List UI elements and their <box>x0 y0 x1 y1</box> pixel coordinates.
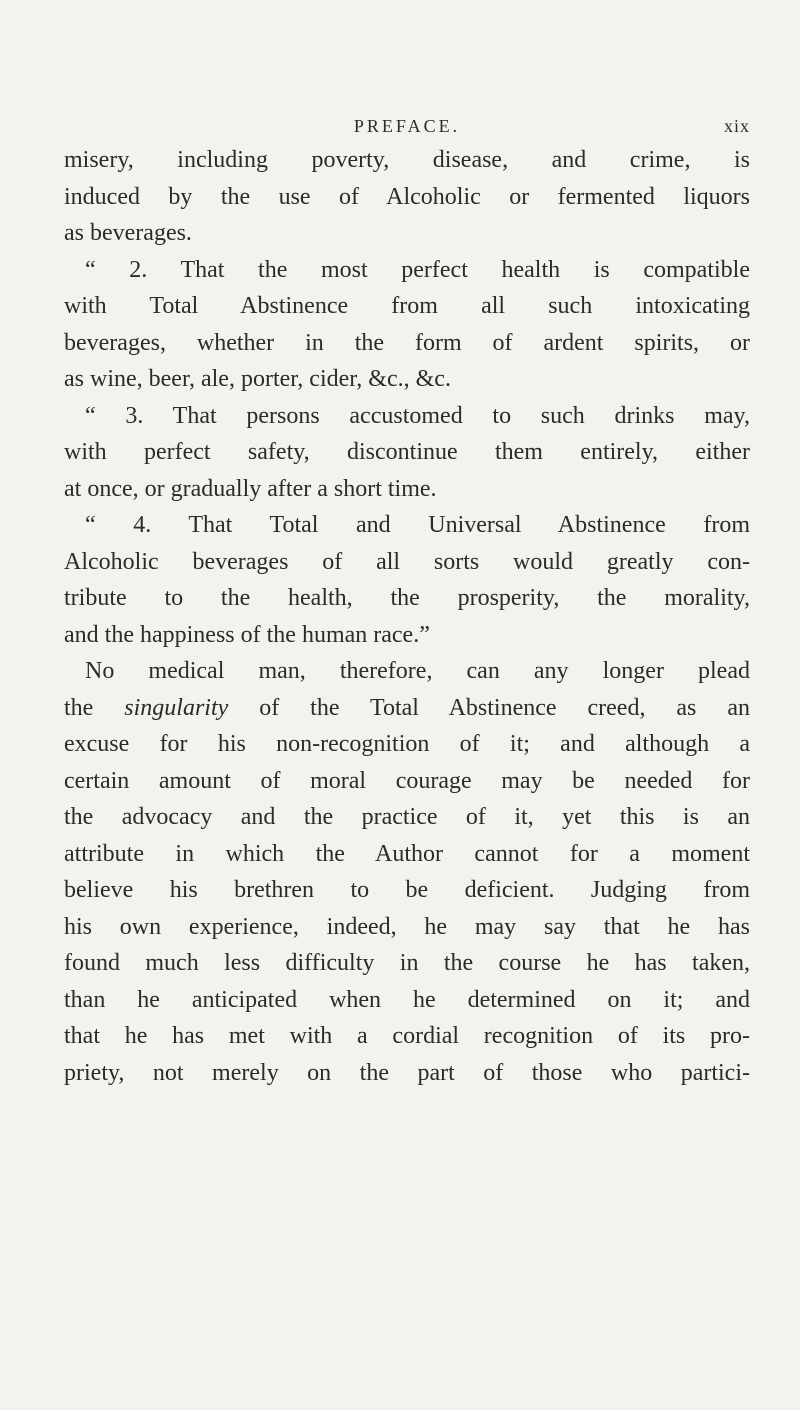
text-line: beverages, whether in the form of ardent spirits, or <box>64 329 750 356</box>
text-line: “ 3. That persons accustomed to such drinks may, <box>85 402 750 429</box>
body-text <box>64 142 750 1091</box>
text-line: as beverages. <box>64 220 192 246</box>
text-line <box>64 690 750 727</box>
text-line: excuse for his non-recognition of it; and although a <box>64 731 750 757</box>
text-line: as wine, beer, ale, porter, cider, &c., &c. <box>64 366 451 392</box>
text-line: with perfect safety, discontinue them entirely, either <box>64 439 750 465</box>
page-number: xix <box>723 116 750 136</box>
text-line: attribute in which the Author cannot for a moment <box>64 840 750 867</box>
text-segment: of the Total Abstinence creed, as an <box>228 694 750 721</box>
text-line: the advocacy and the practice of it, yet this is an <box>64 804 750 830</box>
text-line: No medical man, therefore, can any longer plead <box>85 658 750 684</box>
text-line: and the happiness of the human race.” <box>64 621 430 648</box>
running-head <box>64 116 750 140</box>
text-line: at once, or gradually after a short time. <box>64 475 437 502</box>
text-line: “ 4. That Total and Universal Abstinence from <box>85 512 750 538</box>
running-title: PREFACE. <box>353 116 461 136</box>
text-line: misery, including poverty, disease, and crime, is <box>64 147 750 173</box>
text-line: tribute to the health, the prosperity, the morality, <box>64 585 750 611</box>
text-line: believe his brethren to be deficient. Judging from <box>64 877 750 903</box>
italic-emphasis: singularity <box>124 694 229 721</box>
text-line: than he anticipated when he determined on it; and <box>64 986 750 1013</box>
text-line: certain amount of moral courage may be needed for <box>64 767 750 794</box>
text-line: Alcoholic beverages of all sorts would greatly con- <box>64 548 750 575</box>
text-line: “ 2. That the most perfect health is compatible <box>85 256 750 283</box>
text-line: priety, not merely on the part of those who partici- <box>64 1059 750 1086</box>
text-segment: the <box>64 694 125 721</box>
text-line: found much less difficulty in the course he has taken, <box>64 950 750 976</box>
text-line: his own experience, indeed, he may say that he has <box>64 913 750 940</box>
text-line: that he has met with a cordial recognition of its pro- <box>64 1023 750 1049</box>
text-line: with Total Abstinence from all such intoxicating <box>64 293 750 319</box>
text-line: induced by the use of Alcoholic or fermented liquors <box>64 183 750 210</box>
